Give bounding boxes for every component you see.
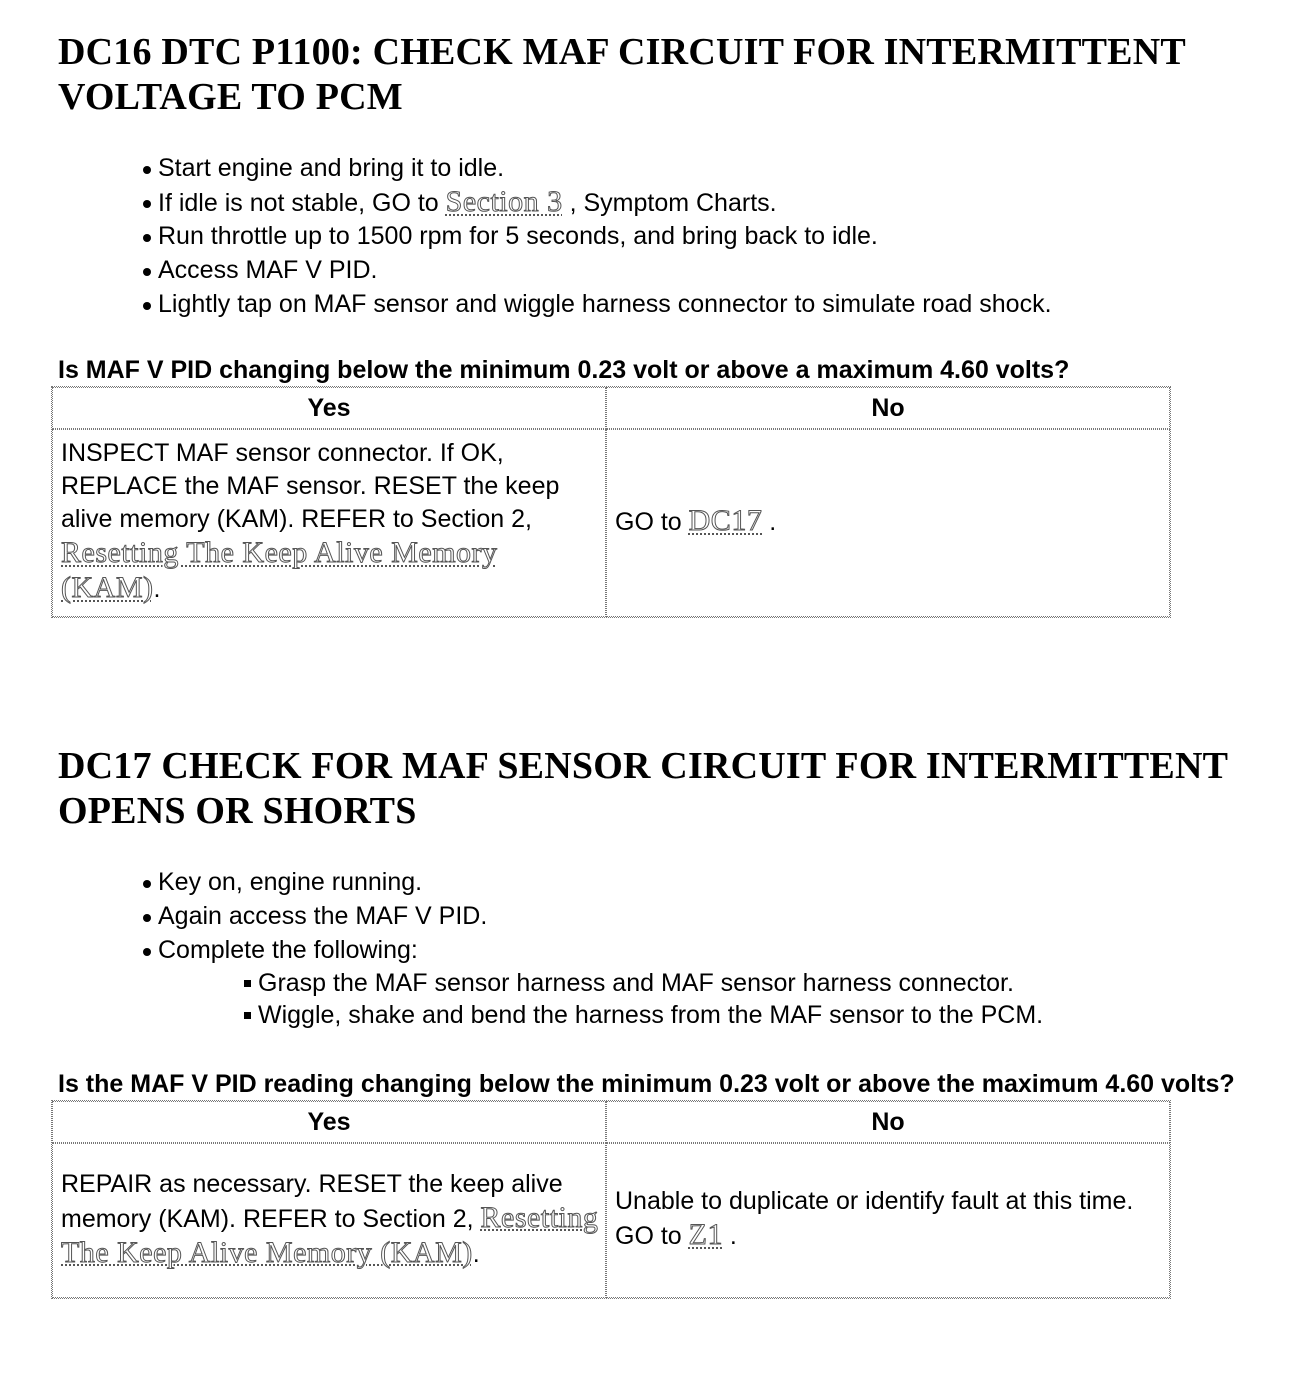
dc17-step: Again access the MAF V PID.	[142, 899, 1312, 933]
yes-cell: INSPECT MAF sensor connector. If OK, REPLACE the MAF sensor. RESET the keep alive memory (KAM). REFER to Section 2, Resetting The Keep Alive Memory (KAM).	[52, 429, 606, 617]
resetting-kam-link[interactable]: Resetting The Keep Alive Memory (KAM)	[61, 536, 498, 604]
dc16-step-list	[142, 151, 1312, 321]
dc17-substep: Grasp the MAF sensor harness and MAF sensor harness connector.	[242, 967, 1312, 999]
dc16-section	[58, 30, 1258, 618]
no-header: No	[606, 1101, 1170, 1143]
dc16-question: Is MAF V PID changing below the minimum 0.23 volt or above a maximum 4.60 volts?	[58, 356, 1070, 384]
dc16-step: Run throttle up to 1500 rpm for 5 seconds, and bring back to idle.	[142, 219, 1312, 253]
dc16-title: DC16 DTC P1100: CHECK MAF CIRCUIT FOR INTERMITTENT VOLTAGE TO PCM	[58, 31, 1186, 118]
dc17-substep: Wiggle, shake and bend the harness from the MAF sensor to the PCM.	[242, 999, 1312, 1031]
dc17-link[interactable]: DC17	[688, 504, 763, 537]
z1-link[interactable]: Z1	[688, 1218, 723, 1251]
yes-cell: REPAIR as necessary. RESET the keep alive memory (KAM). REFER to Section 2, Resetting The Keep Alive Memory (KAM).	[52, 1143, 606, 1298]
dc16-step: Start engine and bring it to idle.	[142, 151, 1312, 185]
resetting-kam-link[interactable]: Resetting The Keep Alive Memory (KAM)	[61, 1200, 599, 1269]
dc17-step-list	[142, 865, 1312, 967]
dc17-step: Complete the following:	[142, 933, 1312, 967]
section-3-link[interactable]: Section 3	[445, 185, 563, 218]
dc17-section	[58, 744, 1258, 1299]
dc17-step: Key on, engine running.	[142, 865, 1312, 899]
yes-header: Yes	[52, 387, 606, 429]
dc17-title: DC17 CHECK FOR MAF SENSOR CIRCUIT FOR INTERMITTENT OPENS OR SHORTS	[58, 745, 1228, 832]
dc17-question: Is the MAF V PID reading changing below the minimum 0.23 volt or above the maximum 4.60 volts?	[58, 1070, 1235, 1098]
dc17-answer-table	[51, 1100, 1171, 1299]
dc16-step: Lightly tap on MAF sensor and wiggle harness connector to simulate road shock.	[142, 287, 1312, 321]
dc16-answer-table	[51, 386, 1171, 618]
yes-header: Yes	[52, 1101, 606, 1143]
no-header: No	[606, 387, 1170, 429]
dc16-step: If idle is not stable, GO to Section 3 , Symptom Charts.	[142, 185, 1312, 219]
dc16-step: Access MAF V PID.	[142, 253, 1312, 287]
no-cell: Unable to duplicate or identify fault at this time. GO to Z1 .	[606, 1143, 1170, 1298]
no-cell: GO to DC17 .	[606, 429, 1170, 617]
dc17-substep-list	[242, 967, 1312, 1031]
